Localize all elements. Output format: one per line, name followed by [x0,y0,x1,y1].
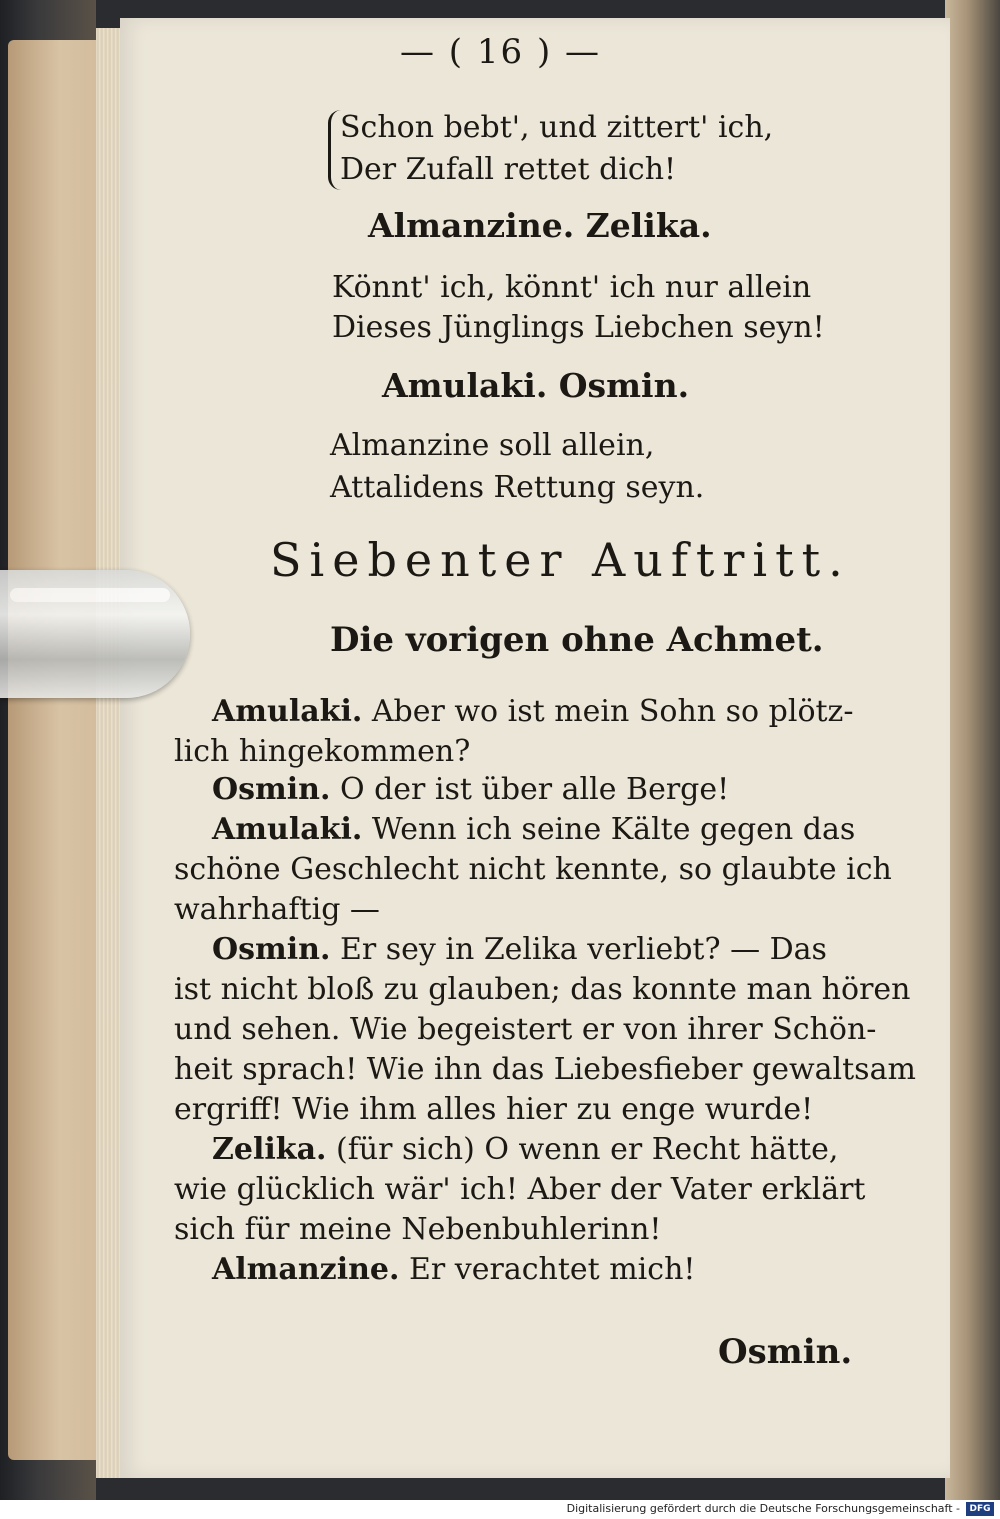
speaker-name: Osmin. [212,772,331,807]
speech-text: Er verachtet mich! [409,1252,696,1287]
speaker-name: Almanzine. [212,1252,400,1287]
verse-line: Almanzine soll allein, [330,428,655,463]
speaker-name: Osmin. [212,932,331,967]
dialogue-line: wie glücklich wär' ich! Aber der Vater erklärt [174,1172,866,1207]
dialogue-line [212,812,855,847]
verse-line: Schon bebt', und zittert' ich, [340,110,774,145]
dialogue-line: sich für meine Nebenbuhlerinn! [174,1212,662,1247]
scene-subtitle: Die vorigen ohne Achmet. [330,620,824,660]
verse-line: Dieses Jünglings Liebchen seyn! [332,310,825,345]
dialogue-line: lich hingekommen? [174,734,471,769]
verse-line: Der Zufall rettet dich! [340,152,677,187]
footer-bar [0,1500,1000,1519]
speech-text: O der ist über alle Berge! [339,772,730,807]
verse-line: Könnt' ich, könnt' ich nur allein [332,270,812,305]
dialogue-line: ist nicht bloß zu glauben; das konnte man hören [174,972,911,1007]
speech-text: Aber wo ist mein Sohn so plötz- [371,694,854,729]
dialogue-line [212,694,854,729]
speech-text: (für sich) O wenn er Recht hätte, [336,1132,839,1167]
dialogue-line: heit sprach! Wie ihn das Liebesfieber gewaltsam [174,1052,916,1087]
dialogue-line [212,932,827,967]
speech-text: Wenn ich seine Kälte gegen das [371,812,856,847]
page-holder-clip [0,570,190,698]
scene-title: Siebenter Auftritt. [270,533,851,587]
dialogue-line [212,1252,695,1287]
speech-text: Er sey in Zelika verliebt? — Das [339,932,827,967]
dfg-logo: DFG [966,1502,994,1516]
page-number-header: — ( 16 ) — [400,32,602,72]
speaker-heading: Amulaki. Osmin. [382,366,690,405]
dialogue-line: schöne Geschlecht nicht kennte, so glaubte ich [174,852,892,887]
speaker-name: Amulaki. [212,812,363,847]
speaker-name: Amulaki. [212,694,363,729]
dialogue-line [212,772,729,807]
speaker-heading: Almanzine. Zelika. [368,206,712,245]
book-page [120,18,950,1478]
dialogue-line: und sehen. Wie begeistert er von ihrer Schön- [174,1012,877,1047]
catchword: Osmin. [718,1332,853,1372]
dialogue-line [212,1132,838,1167]
verse-line: Attalidens Rettung seyn. [330,470,705,505]
dialogue-line: ergriff! Wie ihm alles hier zu enge wurde! [174,1092,814,1127]
speaker-name: Zelika. [212,1132,327,1167]
book-edge-right [945,0,1000,1500]
dialogue-line: wahrhaftig — [174,892,380,927]
funding-credit: Digitalisierung gefördert durch die Deutsche Forschungsgemeinschaft - [566,1502,960,1515]
